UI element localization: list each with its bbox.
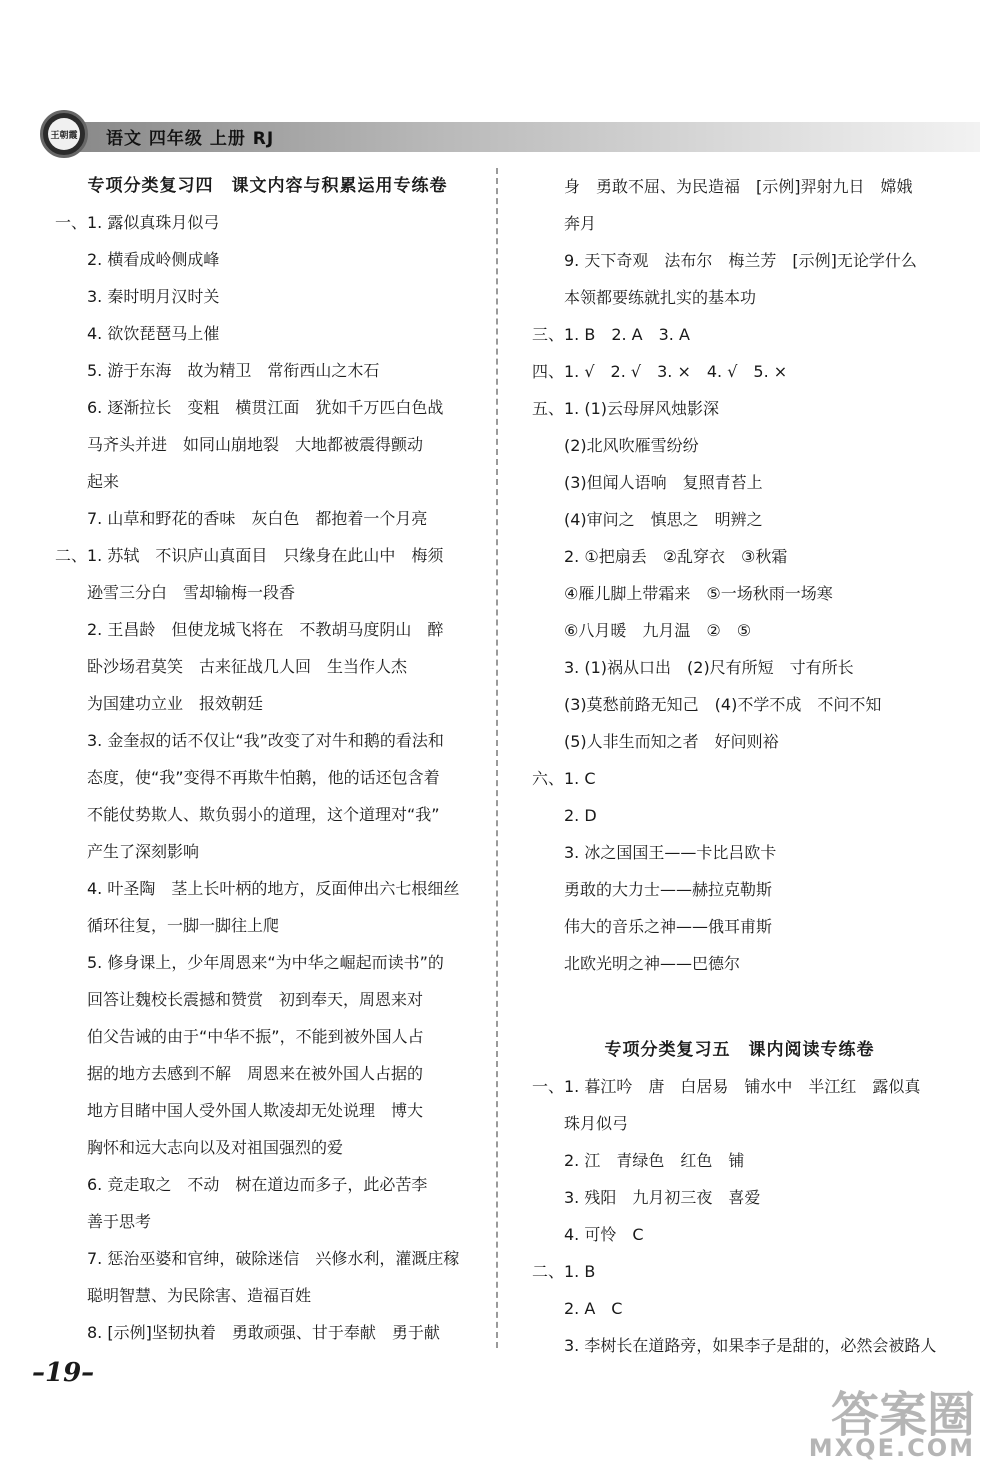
- answer-line: 地方目睹中国人受外国人欺凌却无处说理 博大: [55, 1101, 424, 1120]
- answer-line: 逊雪三分白 雪却输梅一段香: [55, 583, 296, 602]
- logo-text: 王朝霞: [48, 118, 80, 150]
- book-title: 语文 四年级 上册 RJ: [106, 129, 275, 149]
- answer-line: 2. 江 青绿色 红色 铺: [532, 1151, 745, 1170]
- right-answer-lines-bottom: [532, 1068, 947, 1364]
- answer-line: 三、1. B 2. A 3. A: [532, 325, 690, 344]
- answer-line: 5. 游于东海 故为精卫 常衔西山之木石: [55, 361, 380, 380]
- page-number: –19–: [32, 1358, 95, 1388]
- answer-line: 3. 秦时明月汉时关: [55, 287, 220, 306]
- answer-line: 3. (1)祸从口出 (2)尺有所短 寸有所长: [532, 658, 854, 677]
- answer-line: 北欧光明之神——巴德尔: [532, 954, 741, 973]
- answer-line: 五、1. (1)云母屏风烛影深: [532, 399, 720, 418]
- answer-line: 2. A C: [532, 1299, 623, 1318]
- answer-line: ⑥八月暖 九月温 ② ⑤: [532, 621, 752, 640]
- answer-line: 本领都要练就扎实的基本功: [532, 288, 757, 307]
- answer-line: 珠月似弓: [532, 1114, 629, 1133]
- section-gap: [532, 982, 947, 1032]
- watermark-url: MXQE.COM: [808, 1434, 975, 1462]
- answer-line: 2. ①把扇丢 ②乱穿衣 ③秋霜: [532, 547, 788, 566]
- answer-line: (4)审问之 慎思之 明辨之: [532, 510, 763, 529]
- answer-line: 回答让魏校长震撼和赞赏 初到奉天，周恩来对: [55, 990, 424, 1009]
- answer-line: 卧沙场君莫笑 古来征战几人回 生当作人杰: [55, 657, 408, 676]
- answer-line: 为国建功立业 报效朝廷: [55, 694, 264, 713]
- answer-line: 起来: [55, 472, 120, 491]
- answer-line: 9. 天下奇观 法布尔 梅兰芳 [示例]无论学什么: [532, 251, 917, 270]
- page-header: [40, 110, 985, 160]
- answer-line: 2. D: [532, 806, 597, 825]
- answer-line: 8. [示例]坚韧执着 勇敢顽强、甘于奉献 勇于献: [55, 1323, 440, 1342]
- column-divider: [496, 168, 498, 1348]
- answer-line: 5. 修身课上，少年周恩来“为中华之崛起而读书”的: [55, 953, 444, 972]
- answer-line: 不能仗势欺人、欺负弱小的道理，这个道理对“我”: [55, 805, 440, 824]
- answer-line: 3. 残阳 九月初三夜 喜爱: [532, 1188, 761, 1207]
- answer-line: (3)但闻人语响 复照青苔上: [532, 473, 763, 492]
- answer-line: 据的地方去感到不解 周恩来在被外国人占据的: [55, 1064, 424, 1083]
- answer-line: 3. 冰之国国王——卡比吕欧卡: [532, 843, 777, 862]
- answer-line: 7. 山草和野花的香味 灰白色 都抱着一个月亮: [55, 509, 428, 528]
- answer-line: 2. 王昌龄 但使龙城飞将在 不教胡马度阴山 醉: [55, 620, 444, 639]
- answer-line: 6. 竞走取之 不动 树在道边而多子，此必苦李: [55, 1175, 428, 1194]
- answer-line: 3. 金奎叔的话不仅让“我”改变了对牛和鹅的看法和: [55, 731, 444, 750]
- section-title-review-5: 专项分类复习五 课内阅读专练卷: [604, 1040, 875, 1060]
- answer-line: 聪明智慧、为民除害、造福百姓: [55, 1286, 312, 1305]
- answer-line: 勇敢的大力士——赫拉克勒斯: [532, 880, 773, 899]
- answer-line: 3. 李树长在道路旁，如果李子是甜的，必然会被路人: [532, 1336, 937, 1355]
- watermark-text: 答案圈: [830, 1387, 975, 1443]
- right-column: [532, 168, 947, 1364]
- answer-line: 身 勇敢不屈、为民造福 [示例]羿射九日 嫦娥: [532, 177, 913, 196]
- publisher-logo: [40, 110, 88, 158]
- answer-line: 二、1. 苏轼 不识庐山真面目 只缘身在此山中 梅须: [55, 546, 444, 565]
- answer-line: ④雁儿脚上带霜来 ⑤一场秋雨一场寒: [532, 584, 833, 603]
- watermark: [725, 1387, 975, 1465]
- answer-line: 六、1. C: [532, 769, 596, 788]
- answer-line: 一、1. 暮江吟 唐 白居易 铺水中 半江红 露似真: [532, 1077, 921, 1096]
- answer-line: 善于思考: [55, 1212, 152, 1231]
- answer-line: 二、1. B: [532, 1262, 596, 1281]
- answer-line: 态度，使“我”变得不再欺牛怕鹅，他的话还包含着: [55, 768, 440, 787]
- left-answer-lines: [55, 204, 480, 1351]
- answer-line: 一、1. 露似真珠月似弓: [55, 213, 220, 232]
- answer-line: 奔月: [532, 214, 597, 233]
- answer-line: 四、1. √ 2. √ 3. × 4. √ 5. ×: [532, 362, 788, 381]
- answer-line: 循环往复，一脚一脚往上爬: [55, 916, 280, 935]
- answer-line: 2. 横看成岭侧成峰: [55, 250, 220, 269]
- section-title-review-4: 专项分类复习四 课文内容与积累运用专练卷: [87, 176, 448, 196]
- answer-line: 产生了深刻影响: [55, 842, 200, 861]
- answer-line: (5)人非生而知之者 好问则裕: [532, 732, 779, 751]
- answer-line: (2)北风吹雁雪纷纷: [532, 436, 699, 455]
- answer-line: 马齐头并进 如同山崩地裂 大地都被震得颤动: [55, 435, 424, 454]
- answer-line: 胸怀和远大志向以及对祖国强烈的爱: [55, 1138, 344, 1157]
- answer-line: 7. 惩治巫婆和官绅，破除迷信 兴修水利，灌溉庄稼: [55, 1249, 460, 1268]
- right-answer-lines-top: [532, 168, 947, 982]
- answer-line: 4. 欲饮琵琶马上催: [55, 324, 220, 343]
- answer-line: 4. 可怜 C: [532, 1225, 644, 1244]
- answer-line: 4. 叶圣陶 茎上长叶柄的地方，反面伸出六七根细丝: [55, 879, 460, 898]
- answer-line: 伟大的音乐之神——俄耳甫斯: [532, 917, 773, 936]
- answer-line: 6. 逐渐拉长 变粗 横贯江面 犹如千万匹白色战: [55, 398, 444, 417]
- answer-line: 伯父告诫的由于“中华不振”，不能到被外国人占: [55, 1027, 424, 1046]
- answer-line: (3)莫愁前路无知己 (4)不学不成 不问不知: [532, 695, 882, 714]
- left-column: [55, 168, 480, 1351]
